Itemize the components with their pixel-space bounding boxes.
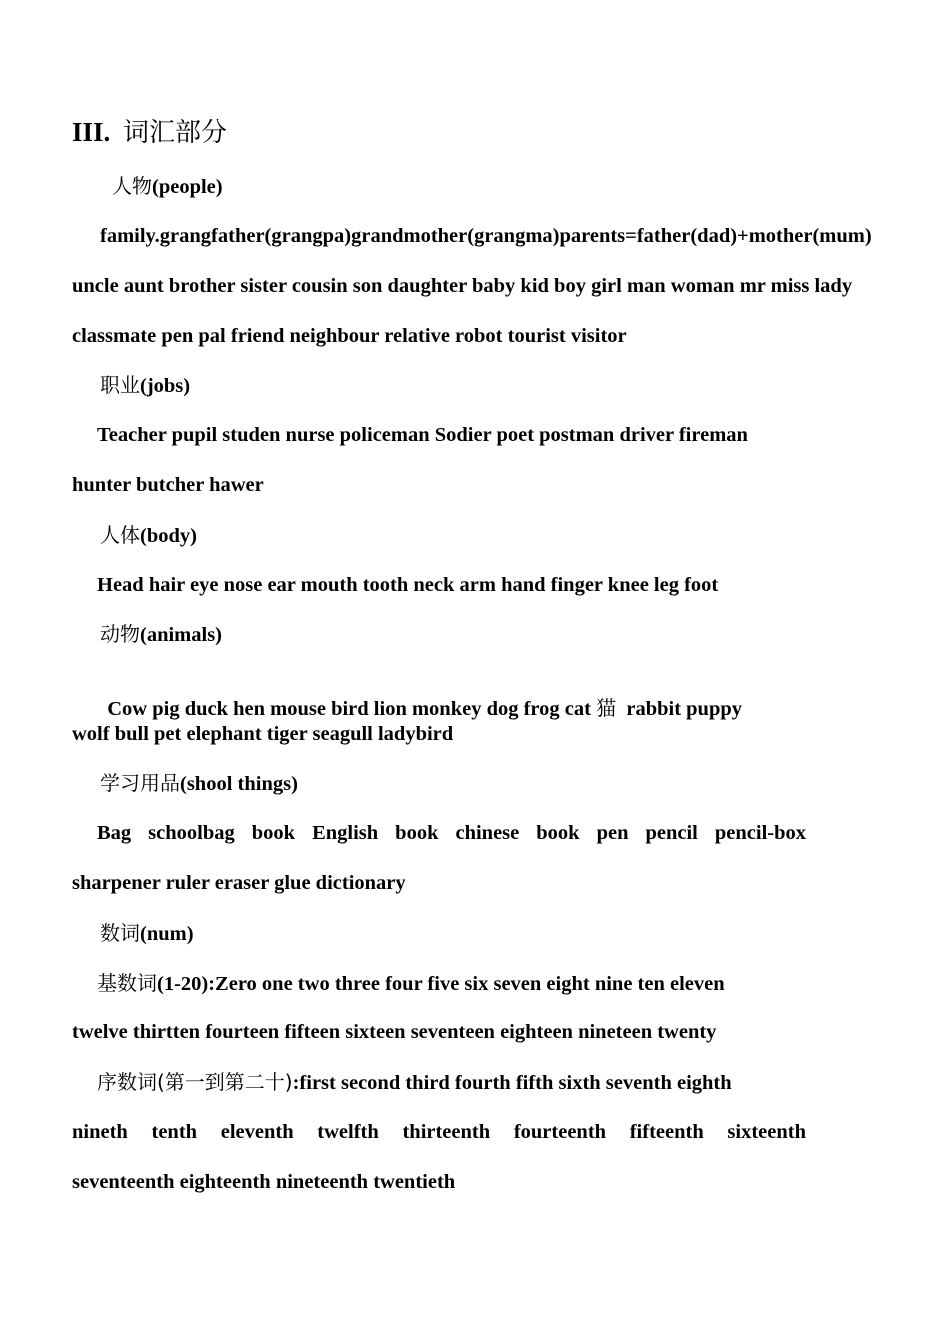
ordinal-line-3: seventeenth eighteenth nineteenth twentieth (72, 1171, 456, 1193)
jobs-line-2: hunter butcher hawer (72, 474, 264, 496)
school-label-cn: 学习用品 (100, 771, 180, 795)
school-line-1: Bag schoolbag book English book chinese book pen pencil pencil-box (97, 822, 806, 844)
jobs-label-en: (jobs) (140, 375, 191, 397)
people-label-en: (people) (152, 176, 223, 198)
heading-text: 词汇部分 (123, 118, 228, 148)
school-label (100, 771, 298, 796)
animals-label-en: (animals) (140, 624, 222, 646)
people-label (112, 174, 223, 199)
people-label-cn: 人物 (112, 174, 152, 198)
animals-label-cn: 动物 (100, 622, 140, 646)
section-heading (72, 116, 227, 149)
animals-line-1-cn: 猫 (596, 696, 617, 720)
people-line-3: classmate pen pal friend neighbour relative robot tourist visitor (72, 325, 627, 347)
jobs-label (100, 373, 190, 398)
school-line-2: sharpener ruler eraser glue dictionary (72, 872, 406, 894)
animals-label (100, 622, 222, 647)
num-label-cn: 数词 (100, 921, 140, 945)
num-label-en: (num) (140, 923, 194, 945)
people-line-1: family.grangfather(grangpa)grandmother(grangma)parents=father(dad)+mother(mum) (100, 225, 872, 247)
ordinal-line-1 (97, 1070, 732, 1095)
num-label (100, 921, 194, 946)
body-line-1: Head hair eye nose ear mouth tooth neck arm hand finger knee leg foot (97, 574, 719, 596)
jobs-label-cn: 职业 (100, 373, 140, 397)
school-label-en: (shool things) (180, 773, 298, 795)
cardinal-line-1 (97, 971, 725, 996)
animals-line-1-a: Cow pig duck hen mouse bird lion monkey dog frog cat (107, 698, 597, 720)
ordinal-list: :first second third fourth fifth sixth seventh eighth (292, 1072, 732, 1094)
animals-line-2: wolf bull pet elephant tiger seagull ladybird (72, 723, 454, 745)
cardinal-list: (1-20):Zero one two three four five six seven eight nine ten eleven (157, 973, 725, 995)
cardinal-line-2: twelve thirtten fourteen fifteen sixteen seventeen eighteen nineteen twenty (72, 1021, 717, 1043)
ordinal-label-cn: 序数词(第一到第二十) (97, 1070, 293, 1094)
heading-numeral: III. (72, 117, 111, 147)
animals-line-1-b: rabbit puppy (616, 698, 742, 720)
jobs-line-1: Teacher pupil studen nurse policeman Sodier poet postman driver fireman (97, 424, 748, 446)
people-line-2: uncle aunt brother sister cousin son daughter baby kid boy girl man woman mr miss lady (72, 275, 853, 297)
body-label (100, 523, 197, 548)
ordinal-line-2: nineth tenth eleventh twelfth thirteenth fourteenth fifteenth sixteenth (72, 1121, 806, 1143)
body-label-cn: 人体 (100, 523, 140, 547)
cardinal-label-cn: 基数词 (97, 971, 157, 995)
body-label-en: (body) (140, 525, 197, 547)
animals-line-1 (97, 672, 742, 721)
